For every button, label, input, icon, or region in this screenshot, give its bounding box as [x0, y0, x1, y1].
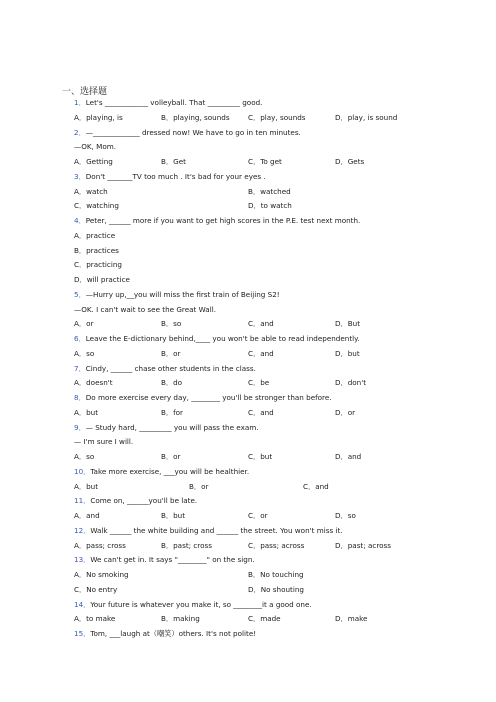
answer-option[interactable]: B．do	[161, 378, 183, 388]
answer-option[interactable]: A．to make	[74, 614, 116, 624]
question-number: 3．	[74, 171, 86, 181]
question-text: Your future is whatever you make it, so ________it a good one.	[90, 599, 312, 609]
question-number: 8．	[74, 393, 86, 402]
question-number: 11．	[74, 496, 91, 506]
question-text: — Study hard, _________ you will pass the exam.	[85, 422, 259, 432]
answer-option[interactable]: D．make	[335, 614, 368, 624]
answer-option[interactable]: D．so	[335, 511, 356, 520]
question-number: 12．	[74, 525, 91, 535]
question-number: 6．	[74, 334, 86, 343]
answer-option[interactable]: D．to watch	[248, 201, 292, 211]
answer-option[interactable]: B．practices	[74, 245, 119, 255]
answer-option[interactable]: A．or	[74, 319, 94, 329]
answer-option[interactable]: C．but	[248, 452, 273, 461]
question-stem	[74, 172, 266, 181]
question-text: Don't _______TV too much . It's bad for your eyes .	[85, 171, 266, 181]
answer-option[interactable]: D．past; across	[335, 540, 391, 550]
answer-option[interactable]: A．Getting	[74, 157, 113, 166]
question-text: We can't get in. It says "________" on the sign.	[90, 555, 255, 565]
question-stem	[74, 467, 249, 476]
answer-option[interactable]: C．and	[248, 407, 274, 417]
answer-option[interactable]: B．past; cross	[161, 540, 212, 550]
answer-option[interactable]: B．but	[161, 511, 186, 520]
answer-option[interactable]: D．No shouting	[248, 584, 304, 594]
answer-option[interactable]: B．for	[161, 407, 184, 417]
answer-option[interactable]: D．and	[335, 452, 362, 461]
section-title: 一、选择题	[62, 87, 108, 97]
answer-option[interactable]: D．play, is sound	[335, 112, 398, 122]
question-stem	[74, 423, 259, 432]
answer-option[interactable]: C．and	[303, 481, 329, 491]
answer-option[interactable]: C．be	[248, 378, 270, 388]
answer-option[interactable]: C．To get	[248, 157, 282, 166]
dialogue-reply: — I'm sure I will.	[74, 437, 134, 447]
answer-option[interactable]: C．or	[248, 511, 268, 520]
answer-option[interactable]: A．practice	[74, 230, 116, 240]
question-text: Leave the E-dictionary behind,____ you won't be able to read independently.	[85, 334, 360, 343]
question-text: —Hurry up,__you will miss the first train of Beijing S2!	[85, 289, 280, 299]
answer-option[interactable]: A．doesn't	[74, 378, 113, 388]
answer-option[interactable]: D．will practice	[74, 275, 130, 284]
question-stem	[74, 629, 256, 638]
answer-option[interactable]: B．or	[161, 348, 181, 358]
question-number: 5．	[74, 289, 86, 299]
answer-option[interactable]: C．practicing	[74, 260, 122, 270]
question-stem	[74, 128, 301, 137]
answer-option[interactable]: A．playing, is	[74, 112, 123, 122]
question-number: 10．	[74, 466, 91, 476]
question-text: Come on, ______you'll be late.	[90, 496, 198, 506]
question-text: Peter, ______ more if you want to get high scores in the P.E. test next month.	[85, 216, 361, 225]
answer-option[interactable]: D．Gets	[335, 157, 365, 166]
question-stem	[74, 555, 255, 564]
answer-option[interactable]: B．No touching	[248, 570, 304, 579]
question-text: Do more exercise every day, ________ you'll be stronger than before.	[85, 393, 332, 402]
answer-option[interactable]: A．pass; cross	[74, 540, 126, 550]
dialogue-reply: —OK. I can't wait to see the Great Wall.	[74, 304, 216, 314]
answer-option[interactable]: B．playing, sounds	[161, 112, 230, 122]
question-number: 2．	[74, 127, 86, 137]
question-text: Cindy, ______ chase other students in the class.	[85, 363, 256, 373]
question-stem	[74, 216, 360, 225]
answer-option[interactable]: A．but	[74, 481, 99, 491]
question-stem	[74, 98, 262, 107]
question-number: 14．	[74, 599, 91, 609]
answer-option[interactable]: C．pass; across	[248, 540, 305, 550]
answer-option[interactable]: B．watched	[248, 186, 291, 196]
question-stem	[74, 600, 312, 609]
question-number: 15．	[74, 629, 91, 638]
question-number: 13．	[74, 555, 91, 565]
question-stem	[74, 526, 343, 535]
answer-option[interactable]: B．or	[189, 481, 209, 491]
answer-option[interactable]: D．but	[335, 348, 360, 358]
answer-option[interactable]: C．play, sounds	[248, 112, 306, 122]
question-number: 1．	[74, 98, 86, 107]
question-text: —_____________ dressed now! We have to go in ten minutes.	[85, 127, 301, 137]
question-number: 7．	[74, 363, 86, 373]
question-stem	[74, 290, 280, 299]
question-stem	[74, 393, 332, 402]
answer-option[interactable]: D．But	[335, 319, 361, 329]
answer-option[interactable]: B．Get	[161, 157, 186, 166]
question-stem	[74, 364, 256, 373]
question-text: Let's ____________ volleyball. That _________ good.	[85, 98, 263, 107]
answer-option[interactable]: A．so	[74, 452, 95, 461]
question-number: 4．	[74, 216, 86, 225]
answer-option[interactable]: A．and	[74, 511, 100, 520]
question-number: 9．	[74, 422, 86, 432]
answer-option[interactable]: B．so	[161, 319, 182, 329]
answer-option[interactable]: C．and	[248, 348, 274, 358]
question-text: Take more exercise, ___you will be healthier.	[90, 466, 250, 476]
answer-option[interactable]: A．No smoking	[74, 570, 129, 579]
answer-option[interactable]: A．so	[74, 348, 95, 358]
question-stem	[74, 334, 360, 343]
answer-option[interactable]: B．or	[161, 452, 181, 461]
question-stem	[74, 496, 197, 505]
answer-option[interactable]: C．No entry	[74, 584, 118, 594]
answer-option[interactable]: B．making	[161, 614, 200, 624]
answer-option[interactable]: A．watch	[74, 186, 108, 196]
answer-option[interactable]: C．made	[248, 614, 281, 624]
question-text: Walk ______ the white building and ______ the street. You won't miss it.	[90, 525, 343, 535]
answer-option[interactable]: C．watching	[74, 201, 119, 211]
dialogue-reply: —OK, Mom.	[74, 142, 117, 152]
answer-option[interactable]: D．don't	[335, 378, 367, 388]
answer-option[interactable]: D．or	[335, 407, 356, 417]
question-text: Tom, ___laugh at（嘲笑）others. It's not polite!	[90, 629, 257, 638]
answer-option[interactable]: A．but	[74, 407, 99, 417]
answer-option[interactable]: C．and	[248, 319, 274, 329]
